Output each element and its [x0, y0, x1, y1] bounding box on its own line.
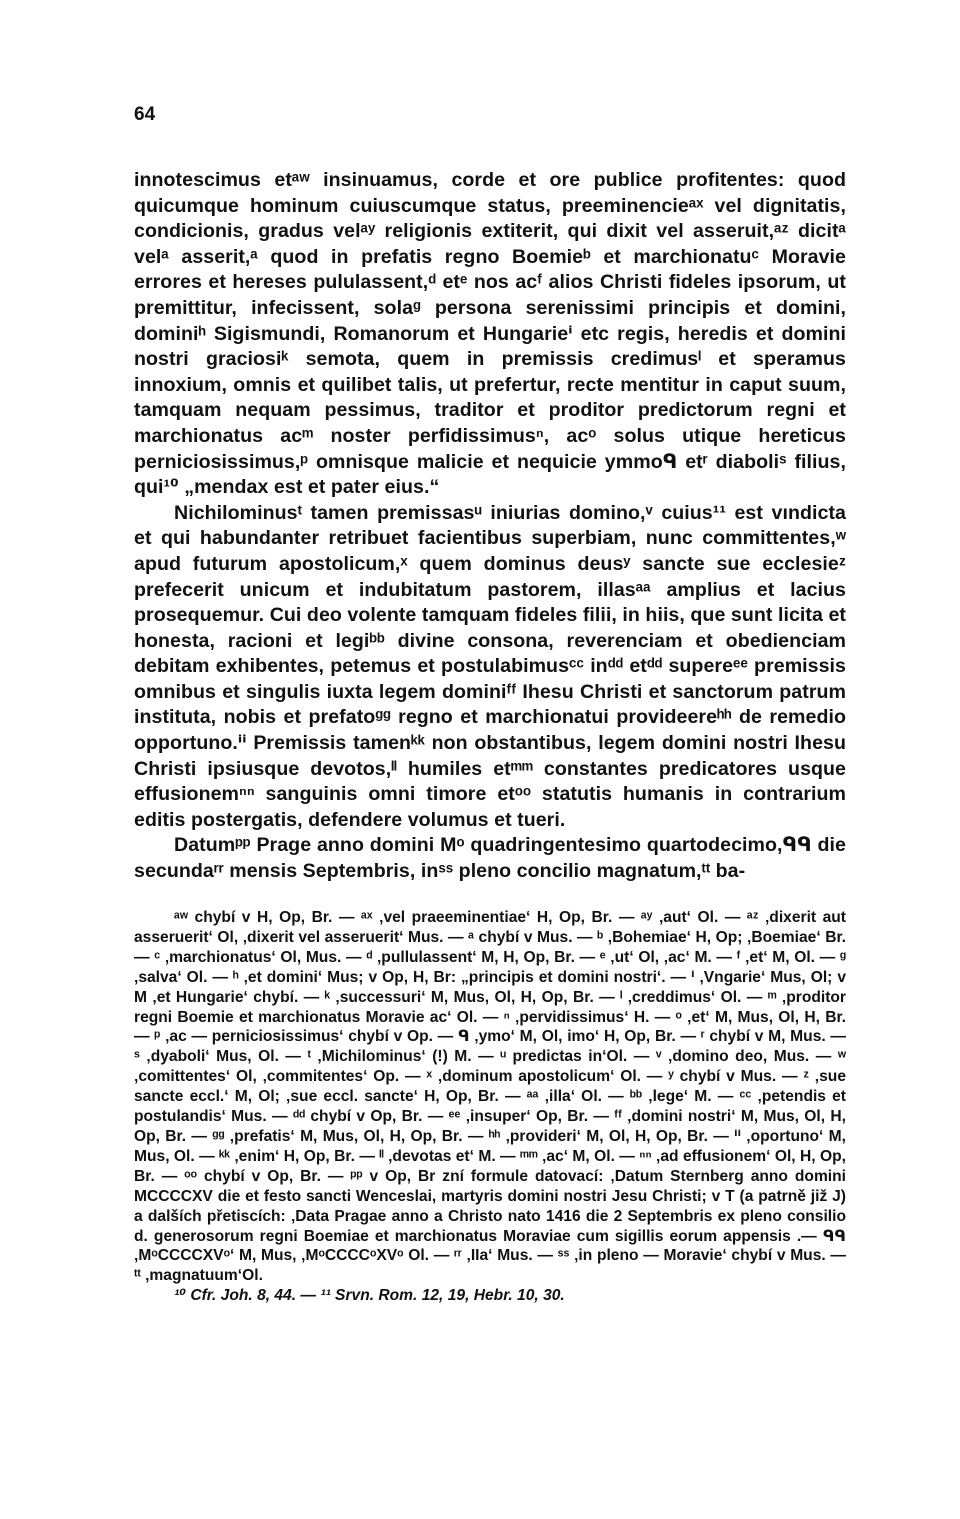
main-text	[134, 168, 846, 885]
page-number: 64	[134, 104, 156, 125]
footnotes	[134, 908, 846, 1306]
source-references: ¹⁰ Cfr. Joh. 8, 44. — ¹¹ Srvn. Rom. 12, 19, Hebr. 10, 30.	[174, 1287, 565, 1305]
paragraph-2: Nichilominusᵗ tamen premissasᵘ iniurias domino,ᵛ cuius¹¹ est vındicta et qui habundanter retribuet facientibus superbiam, nunc committentes,ʷ apud futurum apostolicum,ˣ quem dominus deusʸ sancte sue ecclesieᶻ prefecerit unicum et indubitatum pastorem, illasᵃᵃ amplius et lacius prosequemur. Cui deo volente tamquam fideles filii, in hiis, que sunt licita et honesta, racioni et legiᵇᵇ divine consona, reverenciam et obedienciam debitam exhibentes, petemus et postulabimusᶜᶜ inᵈᵈ etᵈᵈ supereᵉᵉ premissis omnibus et singulis iuxta legem dominiᶠᶠ Ihesu Christi et sanctorum patrum instituta, nobis et prefatoᵍᵍ regno et marchionatui provideereʰʰ de remedio opportuno.ⁱⁱ Premissis tamenᵏᵏ non obstantibus, legem domini nostri Ihesu Christi ipsiusque devotos,ˡˡ humiles etᵐᵐ constantes predicatores usque effusionemⁿⁿ sanguinis omni timore etᵒᵒ statutis humanis in contrarium editis postergatis, defendere volumus et tueri.	[134, 501, 846, 831]
paragraph-3: Datumᵖᵖ Prage anno domini Mᵒ quadringentesimo quartodecimo,ᑫᑫ die secundaʳʳ mensis Septembris, inˢˢ pleno concilio magnatum,ᵗᵗ ba-	[134, 834, 846, 883]
critical-apparatus: ᵃʷ chybí v H, Op, Br. — ᵃˣ ‚vel praeeminentiae‘ H, Op, Br. — ᵃʸ ‚aut‘ Ol. — ᵃᶻ ‚dixerit aut asseruerit‘ Ol, ‚dixerit vel asseruerit‘ Mus. — ᵃ chybí v Mus. — ᵇ ‚Bohemiae‘ H, Op; ‚Boemiae‘ Br. — ᶜ ‚marchionatus‘ Ol, Mus. — ᵈ ‚pullulassent‘ M, H, Op, Br. — ᵉ ‚ut‘ Ol, ‚ac‘ M. — ᶠ ‚et‘ M, Ol. — ᵍ ‚salva‘ Ol. — ʰ ‚et domini‘ Mus; v Op, H, Br: „principis et domini nostri‘. — ⁱ ‚Vngarie‘ Mus, Ol; v M ‚et Hungarie‘ chybí. — ᵏ ‚successuri‘ M, Mus, Ol, H, Op, Br. — ˡ ‚creddimus‘ Ol. — ᵐ ‚proditor regni Boemie et marchionatus Moravie ac‘ Ol. — ⁿ ‚pervidissimus‘ H. — ᵒ ‚et‘ M, Mus, Ol, H, Br. — ᵖ ‚ac — perniciosissimus‘ chybí v Op. — ᑫ ‚ymo‘ M, Ol, imo‘ H, Op, Br. — ʳ chybí v M, Mus. — ˢ ‚dyaboli‘ Mus, Ol. — ᵗ ‚Michilominus‘ (!) M. — ᵘ predictas in‘Ol. — ᵛ ‚domino deo, Mus. — ʷ ‚comittentes‘ Ol, ‚commitentes‘ Op. — ˣ ‚dominum apostolicum‘ Ol. — ʸ chybí v Mus. — ᶻ ‚sue sancte eccl.‘ M, Ol; ‚sue eccl. sancte‘ H, Op, Br. — ᵃᵃ ‚illa‘ Ol. — ᵇᵇ ‚lege‘ M. — ᶜᶜ ‚petendis et postulandis‘ Mus. — ᵈᵈ chybí v Op, Br. — ᵉᵉ ‚insuper‘ Op, Br. — ᶠᶠ ‚domini nostri‘ M, Mus, Ol, H, Op, Br. — ᵍᵍ ‚prefatis‘ M, Mus, Ol, H, Op, Br. — ʰʰ ‚provideri‘ M, Ol, H, Op, Br. — ⁱⁱ ‚oportuno‘ M, Mus, Ol. — ᵏᵏ ‚enim‘ H, Op, Br. — ˡˡ ‚devotas et‘ M. — ᵐᵐ ‚ac‘ M, Ol. — ⁿⁿ ‚ad effusionem‘ Ol, H, Op, Br. — ᵒᵒ chybí v Op, Br. — ᵖᵖ v Op, Br zní formule datovací: ‚Datum Sternberg anno domini MCCCCXV die et festo sancti Wenceslai, martyris domini nostri Jesu Christi; v T (a patrně již J) a dalších přetiscích: ‚Data Pragae anno a Christo nato 1416 die 2 Septembris ex pleno consilio d. generosorum regni Boemiae et marchionatus Moraviae cum sigillis eorum appensis .— ᑫᑫ ‚MᵒCCCCXVᵒ‘ M, Mus, ‚MᵒCCCCᵒXVᵒ Ol. — ʳʳ ‚IIa‘ Mus. — ˢˢ ‚in pleno — Moravie‘ chybí v Mus. — ᵗᵗ ‚magnatuum‘Ol.	[134, 909, 846, 1285]
paragraph-1: innotescimus etᵃʷ insinuamus, corde et ore publice profitentes: quod quicumque hominum cuiuscumque status, preeminencieᵃˣ vel dignitatis, condicionis, gradus velᵃʸ religionis extiterit, qui dixit vel asseruit,ᵃᶻ dicitᵃ velᵃ asserit,ᵃ quod in prefatis regno Boemieᵇ et marchionatuᶜ Moravie errores et hereses pululassent,ᵈ etᵉ nos acᶠ alios Christi fideles ipsorum, ut premittitur, infecissent, solaᵍ persona serenissimi principis et domini, dominiʰ Sigismundi, Romanorum et Hungarieⁱ etc regis, heredis et domini nostri graciosiᵏ semota, quem in premissis credimusˡ et speramus innoxium, omnis et quilibet talis, ut prefertur, recte mentitur in caput suum, tamquam nequam pessimus, traditor et proditor predictorum regni et marchionatus acᵐ noster perfidissimusⁿ, acᵒ solus utique hereticus perniciosissimus,ᵖ omnisque malicie et nequicie ymmoᑫ etʳ diaboliˢ filius, qui¹⁰ „mendax est et pater eius.“	[134, 169, 846, 499]
